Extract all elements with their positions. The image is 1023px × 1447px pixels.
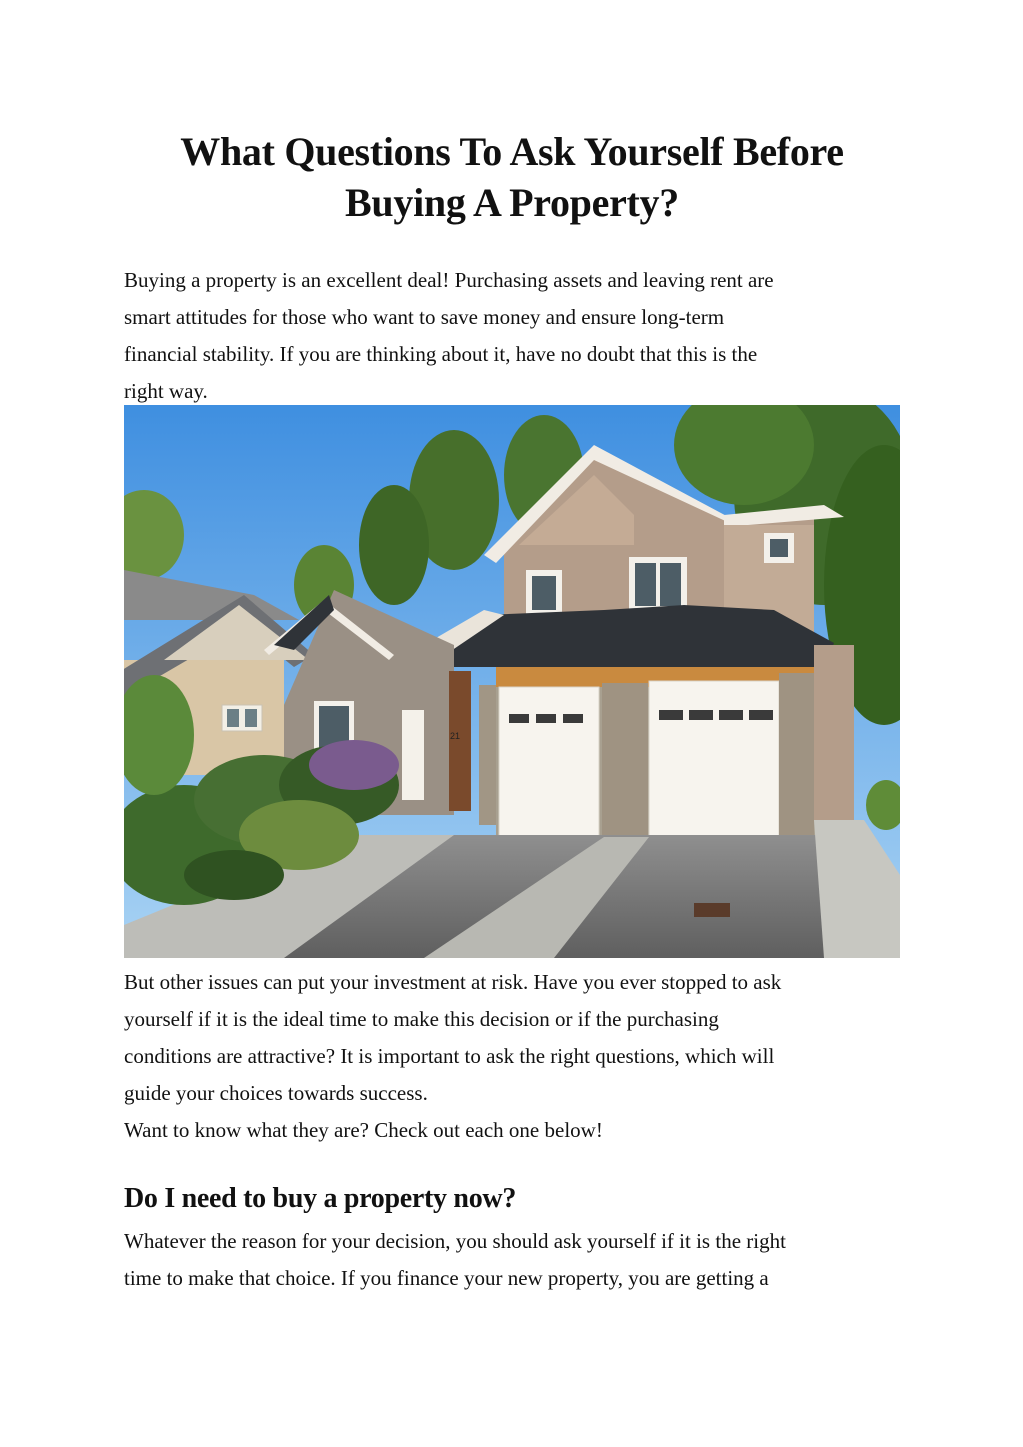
text-line: conditions are attractive? It is important to ask the right questions, which will [124, 1044, 775, 1068]
text-line: guide your choices towards success. [124, 1081, 428, 1105]
section-paragraph [124, 1223, 914, 1297]
title-line: Buying A Property? [345, 180, 679, 225]
title-line: What Questions To Ask Yourself Before [180, 129, 844, 174]
text-line: smart attitudes for those who want to save money and ensure long-term [124, 305, 725, 329]
house-photo [124, 405, 900, 958]
house-number: 21 [450, 731, 461, 741]
text-line: But other issues can put your investment at risk. Have you ever stopped to ask [124, 970, 782, 994]
text-line: Want to know what they are? Check out each one below! [124, 1118, 603, 1142]
body-paragraph [124, 964, 914, 1149]
page-title [124, 126, 900, 228]
text-line: right way. [124, 379, 208, 403]
text-line: financial stability. If you are thinking about it, have no doubt that this is the [124, 342, 758, 366]
text-line: yourself if it is the ideal time to make this decision or if the purchasing [124, 1007, 719, 1031]
text-line: Buying a property is an excellent deal! Purchasing assets and leaving rent are [124, 268, 774, 292]
text-line: Whatever the reason for your decision, you should ask yourself if it is the right [124, 1229, 786, 1253]
text-line: time to make that choice. If you finance your new property, you are getting a [124, 1266, 769, 1290]
section-heading: Do I need to buy a property now? [124, 1183, 517, 1214]
intro-paragraph [124, 262, 914, 410]
